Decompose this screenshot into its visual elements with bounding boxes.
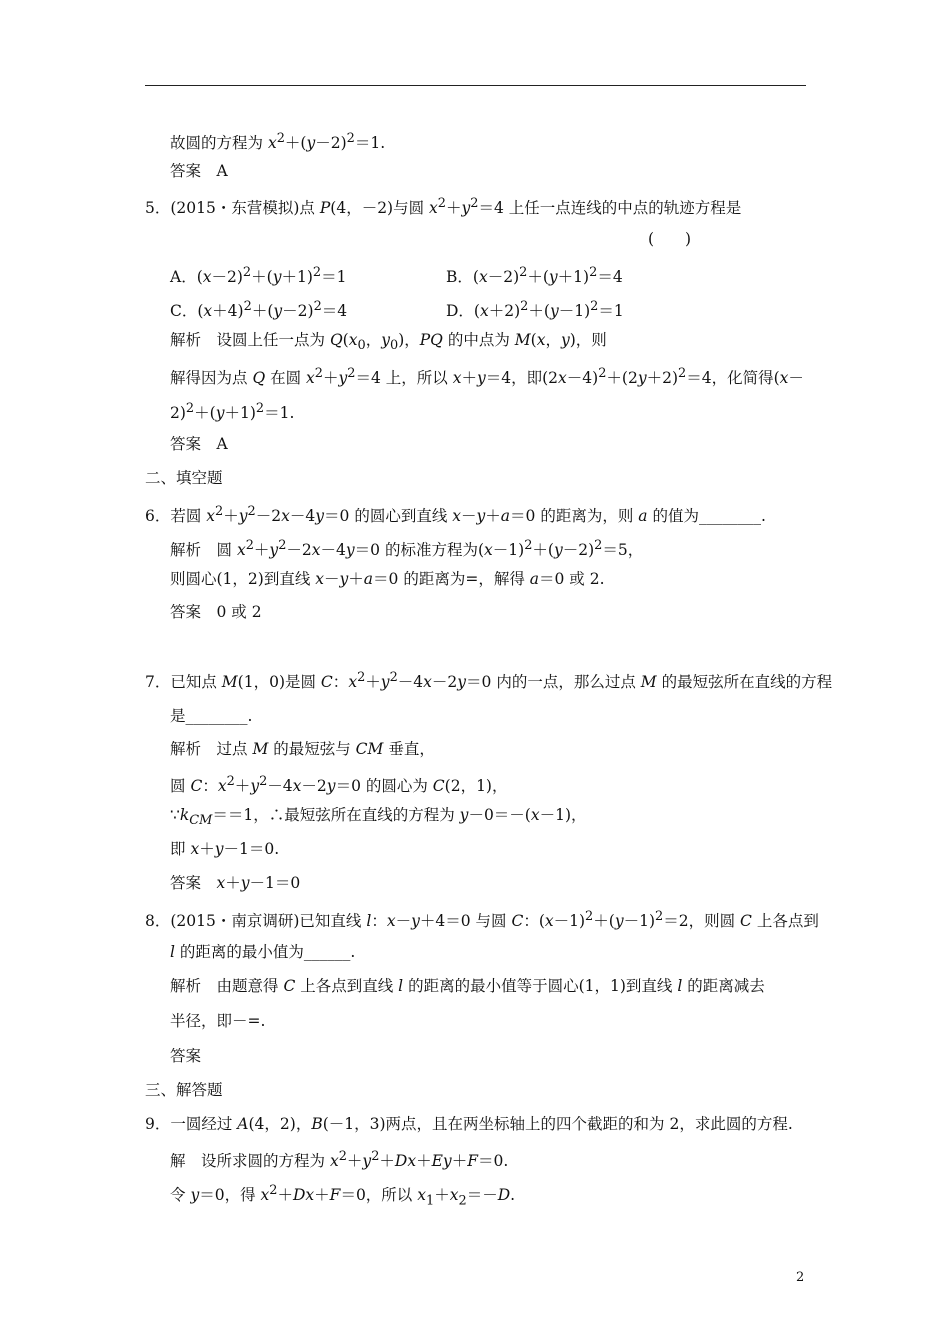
text-line: 8．(2015・南京调研)已知直线 l：x－y＋4＝0 与圆 C：$(x-1)^2+(y-1)^2=2$，则圆 C 上各点到	[145, 909, 819, 931]
text-line: 6．若圆 $x^2+y^2-2x-4y=0$ 的圆心到直线 x－y＋a＝0 的距离为，则 a 的值为________.	[145, 504, 766, 526]
text-line: A．$(x-2)^2+(y+1)^2=1$	[170, 265, 347, 287]
text-line: $2)^2+(y+1)^2=1$.	[170, 401, 295, 423]
text-line: 答案 0 或 2	[170, 603, 262, 621]
text-line: B．$(x-2)^2+(y+1)^2=4$	[446, 265, 623, 287]
text-line: 解析 过点 M 的最短弦与 CM 垂直，	[170, 740, 435, 758]
text-line: 答案 A	[170, 162, 228, 180]
page-number: 2	[796, 1270, 805, 1285]
text-line: 答案 A	[170, 435, 228, 453]
text-line: D．$(x+2)^2+(y-1)^2=1$	[446, 299, 624, 321]
text-line: 二、填空题	[145, 469, 223, 487]
text-line: 是________.	[170, 707, 253, 725]
text-line: 答案 x＋y－1＝0	[170, 874, 301, 892]
header-rule	[145, 85, 806, 86]
text-line: 解析 设圆上任一点为 $Q(x_0$，$y_0$)，PQ 的中点为 M(x，y)，则	[170, 331, 607, 354]
text-line: C．$(x+4)^2+(y-2)^2=4$	[170, 299, 348, 321]
text-line: ( )	[648, 230, 692, 248]
text-line: 解得因为点 Q 在圆 $x^2+y^2=4$ 上，所以 x＋y＝4，即$(2x-4)^2+(2y+2)^2=4$，化简得(x－	[170, 366, 804, 388]
text-line: 7．已知点 M(1，0)是圆 C：$x^2+y^2-4x-2y=0$ 内的一点，那么过点 M 的最短弦所在直线的方程	[145, 670, 833, 692]
text-line: 则圆心(1，2)到直线 x－y＋a＝0 的距离为=，解得 a＝0 或 2.	[170, 570, 605, 588]
text-line: 解析 由题意得 C 上各点到直线 l 的距离的最小值等于圆心(1，1)到直线 l 的距离减去	[170, 977, 765, 995]
text-line: 半径，即－=.	[170, 1012, 266, 1030]
text-line: 圆 C：$x^2+y^2-4x-2y=0$ 的圆心为 C(2，1)，	[170, 774, 508, 796]
text-line: 故圆的方程为 $x^2+(y-2)^2=1$.	[170, 131, 386, 153]
text-line: 即 x＋y－1＝0.	[170, 840, 280, 858]
text-line: 5．(2015・东营模拟)点 P(4，－2)与圆 $x^2+y^2=4$ 上任一点连线的中点的轨迹方程是	[145, 196, 742, 218]
text-line: 9．一圆经过 A(4，2)，B(－1，3)两点，且在两坐标轴上的四个截距的和为 2，求此圆的方程.	[145, 1115, 793, 1133]
text-line: l 的距离的最小值为______.	[170, 943, 356, 961]
text-line: 答案	[170, 1047, 202, 1065]
text-line: 解析 圆 $x^2+y^2-2x-4y=0$ 的标准方程为$(x-1)^2+(y-2)^2=5$，	[170, 538, 644, 560]
text-line: $\because k_{CM}==1$，∴最短弦所在直线的方程为 y－0＝－(x－1)，	[170, 806, 587, 829]
text-line: 三、解答题	[145, 1081, 223, 1099]
text-line: 解 设所求圆的方程为 $x^2+y^2+Dx+Ey+F=0$.	[170, 1149, 509, 1171]
text-line: 令 y＝0，得 $x^2+Dx+F=0$，所以 $x_1+x_2=-D$.	[170, 1183, 516, 1209]
